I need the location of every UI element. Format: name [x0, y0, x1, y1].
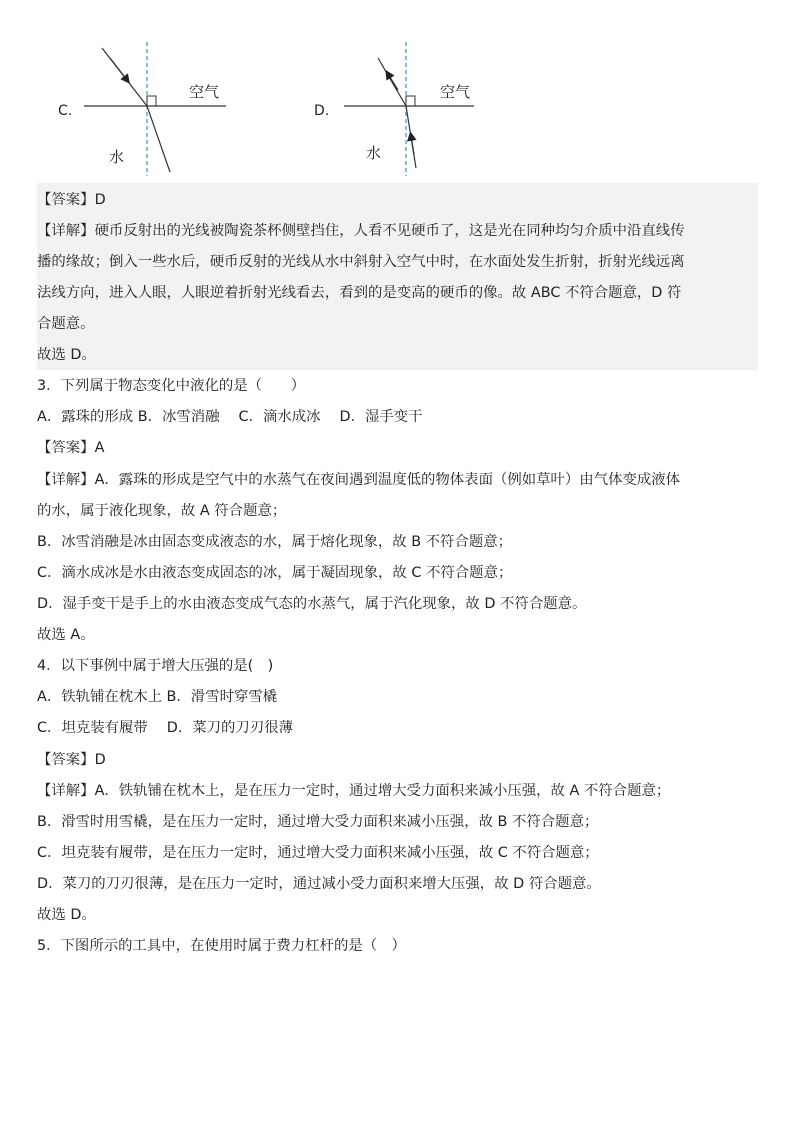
- q3-explanation-c: C．滴水成冰是水由液态变成固态的冰，属于凝固现象，故 C 不符合题意；: [37, 565, 513, 581]
- q2-explanation-line-1: 【详解】硬币反射出的光线被陶瓷茶杯侧壁挡住，人看不见硬币了，这是光在同种均匀介质中沿直线传: [37, 223, 685, 239]
- q3-options: A．露珠的形成 B．冰雪消融 C．滴水成冰 D．湿手变干: [37, 409, 423, 425]
- q3-explanation-d: D．湿手变干是手上的水由液态变成气态的水蒸气，属于汽化现象，故 D 不符合题意。: [37, 596, 587, 612]
- q2-answer: 【答案】D: [37, 192, 106, 208]
- figure-option-d: [340, 40, 500, 180]
- incident-arrow: [110, 58, 127, 80]
- ray-in-water-arrow: [411, 136, 414, 154]
- option-d-label: D.: [314, 103, 330, 119]
- q3-explanation-b: B．冰雪消融是冰由固态变成液态的水，属于熔化现象，故 B 不符合题意；: [37, 534, 513, 550]
- q2-explanation-line-4: 合题意。: [37, 316, 95, 332]
- q4-explanation-d: D．菜刀的刀刃很薄，是在压力一定时，通过减小受力面积来增大压强，故 D 符合题意。: [37, 876, 601, 892]
- option-d-water-label: 水: [366, 144, 382, 162]
- q4-options-1: A．铁轨铺在枕木上 B．滑雪时穿雪橇: [37, 689, 278, 705]
- q4-explanation-b: B．滑雪时用雪橇，是在压力一定时，通过增大受力面积来减小压强，故 B 不符合题意；: [37, 814, 599, 830]
- option-c-air-label: 空气: [189, 83, 220, 101]
- q3-conclusion: 故选 A。: [37, 627, 95, 643]
- refraction-figures: [0, 0, 794, 182]
- q2-answer-block: [37, 183, 758, 370]
- ray-in-air-arrow: [388, 74, 398, 90]
- q3-explanation-line-1: 【详解】A．露珠的形成是空气中的水蒸气在夜间遇到温度低的物体表面（例如草叶）由气体变成液体: [37, 472, 681, 488]
- right-angle-mark: [406, 96, 415, 106]
- refracted-ray: [147, 106, 170, 172]
- figure-d-diagram: [340, 40, 500, 180]
- option-d-air-label: 空气: [440, 83, 471, 101]
- q4-explanation-c: C．坦克装有履带，是在压力一定时，通过增大受力面积来减小压强，故 C 不符合题意；: [37, 845, 599, 861]
- q4-conclusion: 故选 D。: [37, 907, 96, 923]
- q2-explanation-line-2: 播的缘故；倒入一些水后，硬币反射的光线从水中斜射入空气中时，在水面处发生折射，折射光线远离: [37, 254, 685, 270]
- q3-explanation-line-2: 的水，属于液化现象，故 A 符合题意；: [37, 503, 287, 519]
- right-angle-mark: [147, 96, 156, 106]
- q2-conclusion: 故选 D。: [37, 347, 96, 363]
- ray-in-air: [378, 58, 406, 106]
- q4-options-2: C．坦克装有履带 D．菜刀的刀刃很薄: [37, 720, 293, 736]
- option-c-water-label: 水: [109, 148, 125, 166]
- q3-answer: 【答案】A: [37, 440, 105, 456]
- q3-stem: 3．下列属于物态变化中液化的是（ ）: [37, 378, 306, 394]
- q2-explanation-line-3: 法线方向，进入人眼，人眼逆着折射光线看去，看到的是变高的硬币的像。故 ABC 不符合题意，D 符: [37, 285, 682, 301]
- q4-explanation-a: 【详解】A．铁轨铺在枕木上，是在压力一定时，通过增大受力面积来减小压强，故 A 不符合题意；: [37, 783, 671, 799]
- figure-c-diagram: [80, 40, 240, 180]
- q5-stem: 5．下图所示的工具中，在使用时属于费力杠杆的是（ ）: [37, 938, 406, 954]
- option-c-label: C.: [58, 103, 73, 119]
- figure-option-c: [80, 40, 240, 180]
- q4-stem: 4．以下事例中属于增大压强的是( ): [37, 658, 274, 674]
- q4-answer: 【答案】D: [37, 752, 106, 768]
